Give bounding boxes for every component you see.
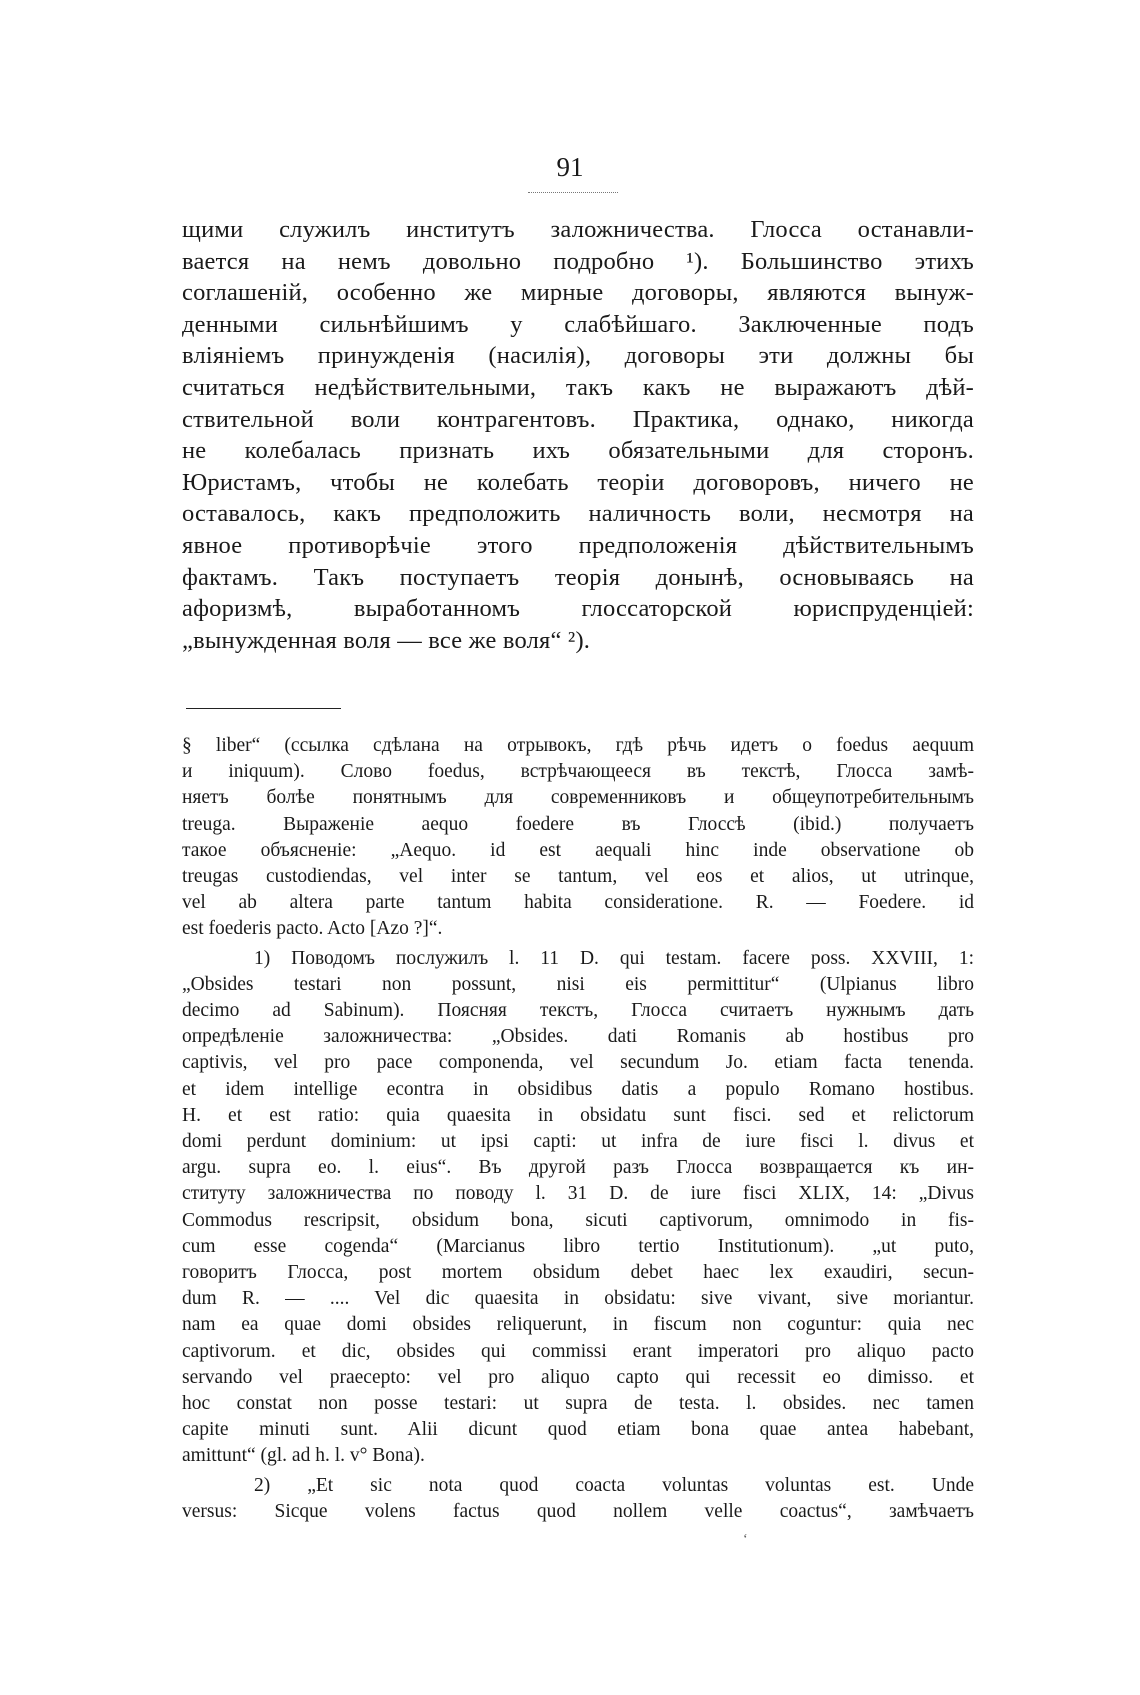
main-text-line: фактамъ. Такъ поступаетъ теорія донынѣ, основываясь на	[182, 563, 974, 591]
footnote-line: treugas custodiendas, vel inter se tantum, vel eos et alios, ut utrinque,	[182, 866, 974, 888]
footnote-line: cum esse cogenda“ (Marcianus libro tertio Institutionum). „ut puto,	[182, 1235, 974, 1257]
footnote-line: vel ab altera parte tantum habita consideratione. R. — Foedere. id	[182, 892, 974, 914]
footnote-line: H. et est ratio: quia quaesita in obsidatu sunt fisci. sed et relictorum	[182, 1104, 974, 1126]
footnote-line: Commodus rescripsit, obsidum bona, sicuti captivorum, omnimodo in fis-	[182, 1209, 974, 1231]
footnote-line: 2) „Et sic nota quod coacta voluntas voluntas est. Unde	[254, 1474, 974, 1496]
print-speck: ʻ	[743, 1532, 748, 1547]
footnote-line: est foederis pacto. Acto [Azo ?]“.	[182, 918, 443, 940]
footnote-line: ституту заложничества по поводу l. 31 D. de iure fisci XLIX, 14: „Divus	[182, 1183, 974, 1205]
footnote-line: nam ea quae domi obsides reliquerunt, in fiscum non coguntur: quia nec	[182, 1314, 974, 1336]
footnote-line: „Obsides testari non possunt, nisi eis permittitur“ (Ulpianus libro	[182, 973, 974, 995]
main-text	[182, 214, 974, 656]
footnote-line: няетъ болѣе понятнымъ для современниковъ и общеупотребительнымъ	[182, 787, 974, 809]
page-number: 91	[556, 152, 584, 182]
page-number-underline	[528, 192, 618, 193]
footnotes	[182, 733, 974, 1528]
footnote-line: говоритъ Глосса, post mortem obsidum debet haec lex exaudiri, secun-	[182, 1262, 974, 1284]
footnote-separator	[186, 708, 341, 709]
footnote-2	[182, 1473, 974, 1525]
footnote-line: captivis, vel pro pace componenda, vel secundum Jo. etiam facta tenenda.	[182, 1052, 974, 1074]
footnote-line: dum R. — .... Vel dic quaesita in obsidatu: sive vivant, sive moriantur.	[182, 1288, 974, 1310]
footnote-line: domi perdunt dominium: ut ipsi capti: ut infra de iure fisci l. divus et	[182, 1131, 974, 1153]
main-text-line: оставалось, какъ предположить наличность воли, несмотря на	[182, 500, 974, 528]
main-text-line: денными сильнѣйшимъ у слабѣйшаго. Заключенные подъ	[182, 310, 974, 338]
footnote-line: treuga. Выраженіе aequo foedere въ Глоссѣ (ibid.) получаетъ	[182, 813, 974, 835]
footnote-line: и iniquum). Слово foedus, встрѣчающееся въ текстѣ, Глосса замѣ-	[182, 761, 974, 783]
footnote-continuation	[182, 733, 974, 943]
main-text-line: соглашеній, особенно же мирные договоры, являются вынуж-	[182, 279, 974, 307]
main-text-line: афоризмѣ, выработанномъ глоссаторской юриспруденціей:	[182, 595, 974, 623]
footnote-line: amittunt“ (gl. ad h. l. v° Bona).	[182, 1445, 425, 1467]
footnote-line: capite minuti sunt. Alii dicunt quod etiam bona quae antea habebant,	[182, 1419, 974, 1441]
main-text-line: считаться недѣйствительными, такъ какъ не выражаютъ дѣй-	[182, 373, 974, 401]
footnote-line: decimo ad Sabinum). Поясняя текстъ, Глосса считаетъ нужнымъ дать	[182, 1000, 974, 1022]
footnote-line: servando vel praecepto: vel pro aliquo capto qui recessit eo dimisso. et	[182, 1366, 974, 1388]
footnote-line: опредѣленіе заложничества: „Obsides. dati Romanis ab hostibus pro	[182, 1026, 974, 1048]
footnote-line: captivorum. et dic, obsides qui commissi erant imperatori pro aliquo pacto	[182, 1340, 974, 1362]
footnote-line: et idem intellige econtra in obsidibus datis a populo Romano hostibus.	[182, 1078, 974, 1100]
main-text-line: не колебалась признать ихъ обязательными для сторонъ.	[182, 437, 974, 465]
footnote-line: такое объясненіе: „Aequo. id est aequali hinc inde observatione ob	[182, 839, 974, 861]
main-text-line: Юристамъ, чтобы не колебать теоріи договоровъ, ничего не	[182, 468, 974, 496]
footnote-line: hoc constat non posse testari: ut supra de testa. l. obsides. nec tamen	[182, 1393, 974, 1415]
footnote-1	[182, 946, 974, 1470]
footnote-line: argu. supra eo. l. eius“. Въ другой разъ Глосса возвращается къ ин-	[182, 1157, 974, 1179]
main-text-line: вается на немъ довольно подробно ¹). Большинство этихъ	[182, 247, 974, 275]
footnote-line: § liber“ (ссылка сдѣлана на отрывокъ, гдѣ рѣчь идетъ о foedus aequum	[182, 735, 974, 756]
main-text-line: явное противорѣчіе этого предположенія дѣйствительнымъ	[182, 531, 974, 559]
footnote-line: versus: Sicque volens factus quod nollem velle coactus“, замѣчаетъ	[182, 1500, 974, 1522]
footnote-line: 1) Поводомъ послужилъ l. 11 D. qui testam. facere poss. XXVIII, 1:	[254, 947, 974, 969]
main-text-line: ствительной воли контрагентовъ. Практика, однако, никогда	[182, 405, 974, 433]
main-text-line: „вынужденная воля — все же воля“ ²).	[182, 626, 591, 654]
main-text-line: щими служилъ институтъ заложничества. Глосса останавли-	[182, 216, 974, 243]
main-text-line: вліяніемъ принужденія (насилія), договоры эти должны бы	[182, 342, 974, 370]
